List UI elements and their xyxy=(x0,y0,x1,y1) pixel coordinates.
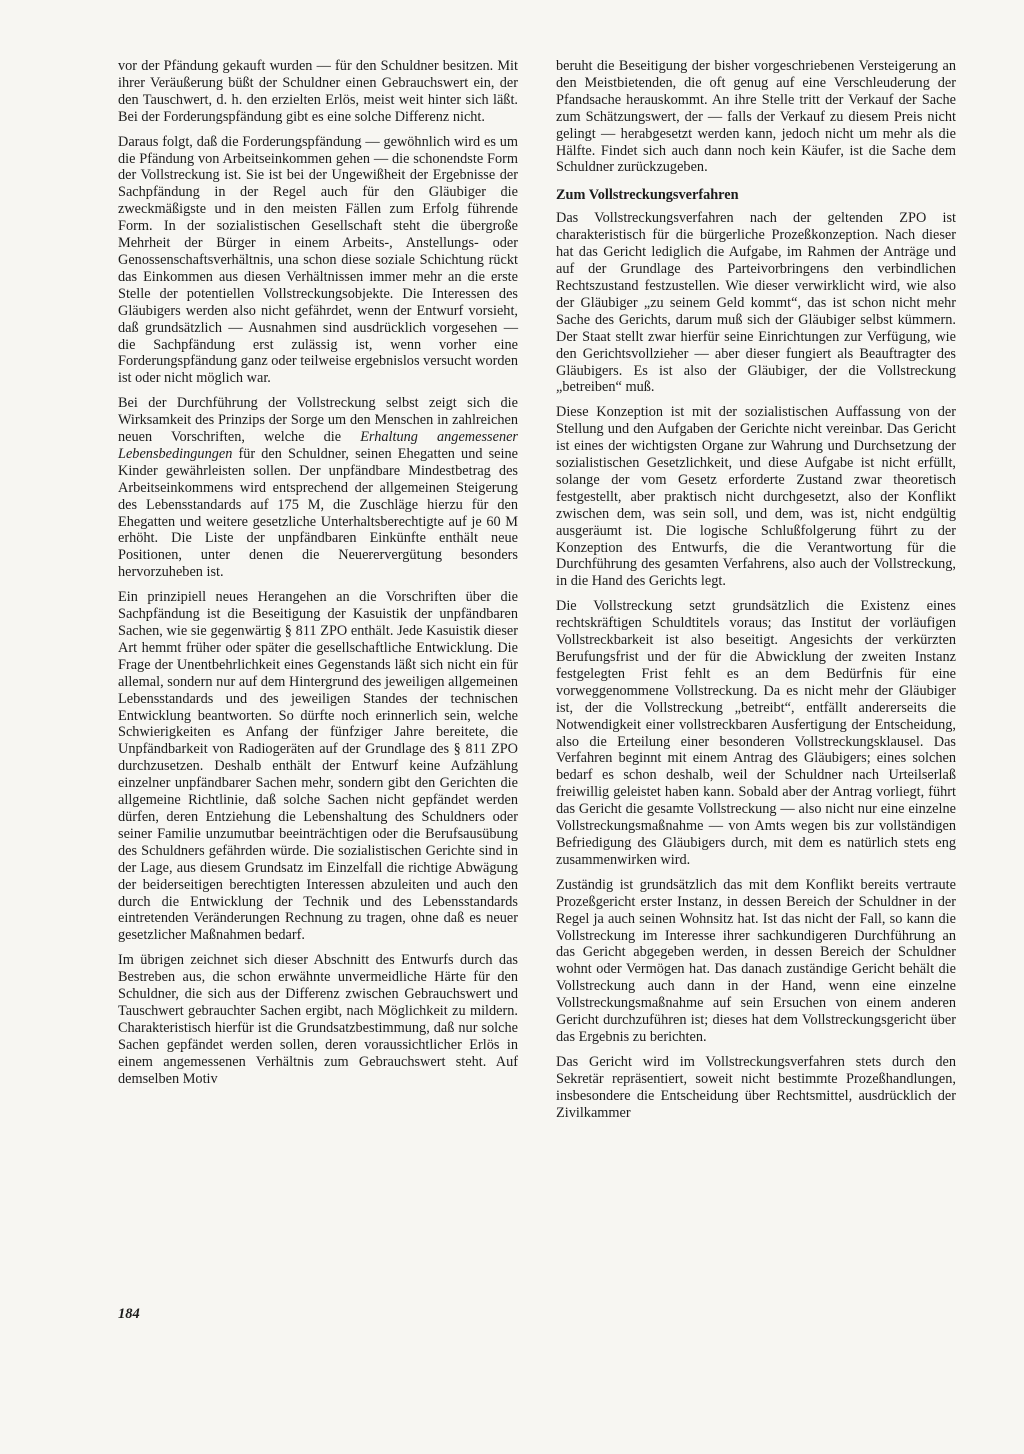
paragraph: Im übrigen zeichnet sich dieser Abschnitt des Entwurfs durch das Bestreben aus, die schon erwähnte unvermeidliche Härte für den Schuldner, die sich aus der Differenz zwischen Gebrauchswert und Tauschwert gebrauchter Sachen ergibt, nach Möglichkeit zu mildern. Charakteristisch hierfür ist die Grundsatzbestimmung, daß nur solche Sachen gepfändet werden sollen, deren voraussichtlicher Erlös in einem angemessenen Verhältnis zum Gebrauchswert steht. Auf demselben Motiv xyxy=(118,952,518,1087)
paragraph xyxy=(118,395,518,581)
right-column xyxy=(556,58,956,1129)
emphasized-phrase: Erhaltung angemessener Lebensbedingungen xyxy=(118,429,518,462)
paragraph: vor der Pfändung gekauft wurden — für den Schuldner besitzen. Mit ihrer Veräußerung büßt der Schuldner einen Gebrauchswert ein, der den Tauschwert, d. h. den erzielten Erlös, meist weit hinter sich läßt. Bei der Forderungspfändung gibt es eine solche Differenz nicht. xyxy=(118,58,518,125)
section-heading: Zum Vollstreckungsverfahren xyxy=(556,187,739,204)
left-column xyxy=(118,58,518,1095)
paragraph: Zuständig ist grundsätzlich das mit dem Konflikt bereits vertraute Prozeßgericht erster Instanz, in dessen Bereich der Schuldner in der Regel ja auch seinen Wohnsitz hat. Ist das nicht der Fall, so kann die Vollstreckung im Interesse ihrer sachkundigeren Durchführung an das Gericht abgegeben werden, in dessen Bereich der Schuldner wohnt oder Vermögen hat. Das danach zuständige Gericht behält die Vollstreckung auch dann in der Hand, wenn eine einzelne Vollstreckungsmaßnahme auf sein Ersuchen von einem anderen Gericht durchzuführen ist; dieses hat dem Vollstreckungsgericht über das Ergebnis zu berichten. xyxy=(556,876,956,1045)
paragraph: beruht die Beseitigung der bisher vorgeschriebenen Versteigerung an den Meistbietenden, die oft genug auf eine Verschleuderung der Pfandsache herauskommt. An ihre Stelle tritt der Verkauf der Sache zum Schätzungswert, der — falls der Verkauf zu diesem Preis nicht gelingt — herabgesetzt werden kann, jedoch nicht um mehr als die Hälfte. Findet sich auch dann noch kein Käufer, ist die Sache dem Schuldner zurückzugeben. xyxy=(556,58,956,176)
paragraph-text: für den Schuldner, seinen Ehegatten und seine Kinder gewährleisten sollen. Der unpfändbare Mindestbetrag des Arbeitseinkommens wird entsprechend der allgemeinen Steigerung des Lebensstandards auf 175 M, die Zuschläge hierzu für den Ehegatten und weitere gesetzliche Unterhaltsberechtigte auf je 60 M erhöht. Die Liste der unpfändbaren Einkünfte enthält neue Positionen, unter denen die Neuerervergütung besonders hervorzuheben ist. xyxy=(118,445,518,581)
paragraph: Daraus folgt, daß die Forderungspfändung — gewöhnlich wird es um die Pfändung von Arbeitseinkommen gehen — die schonendste Form der Vollstreckung ist. Sie ist bei der Ungewißheit der Ergebnisse der Sachpfändung in der Regel auch für den Gläubiger die zweckmäßigste und in den meisten Fällen zum Erfolg führende Form. In der sozialistischen Gesellschaft steht die übergroße Mehrheit der Bürger in einem Arbeits-, Anstellungs- oder Genossenschaftsverhältnis, una schon diese soziale Schichtung rückt das Einkommen aus diesen Verhältnissen immer mehr an die erste Stelle der potentiellen Vollstreckungsobjekte. Die Interessen des Gläubigers werden also nicht gefährdet, wenn der Entwurf vorsieht, daß grundsätzlich — Ausnahmen sind ausdrücklich vorgesehen — die Sachpfändung erst zulässig ist, wenn vorher eine Forderungspfändung ganz oder teilweise ergebnislos versucht worden ist oder nicht möglich war. xyxy=(118,133,518,387)
paragraph: Ein prinzipiell neues Herangehen an die Vorschriften über die Sachpfändung ist die Beseitigung der Kasuistik der unpfändbaren Sachen, wie sie gegenwärtig § 811 ZPO enthält. Jede Kasuistik dieser Art hemmt früher oder später die gesellschaftliche Entwicklung. Die Frage der Unentbehrlichkeit eines Gegenstands läßt sich nicht ein für allemal, sondern nur auf dem Hintergrund des jeweiligen allgemeinen Lebensstandards und des jeweiligen Standes der technischen Entwicklung beantworten. So dürfte noch erinnerlich sein, welche Schwierigkeiten es Anfang der fünfziger Jahre bereitete, die Unpfändbarkeit von Radiogeräten auf der Grundlage des § 811 ZPO durchzusetzen. Deshalb enthält der Entwurf keine Aufzählung einzelner unpfändbarer Sachen mehr, sondern gibt den Gerichten die allgemeine Richtlinie, daß solche Sachen nicht gepfändet werden dürfen, deren Entziehung die Lebenshaltung des Schuldners oder seiner Familie unzumutbar beeinträchtigen oder die Berufsausübung des Schuldners gefährden würde. Die sozialistischen Gerichte sind in der Lage, aus diesem Grundsatz im Einzelfall die richtige Abwägung der beiderseitigen berechtigten Interessen abzuleiten und auch den durch die Entwicklung der Technik und des Lebensstandards eintretenden Veränderungen Rechnung zu tragen, ohne daß es neuer gesetzlicher Maßnahmen bedarf. xyxy=(118,589,518,944)
paragraph: Das Vollstreckungsverfahren nach der geltenden ZPO ist charakteristisch für die bürgerliche Prozeßkonzeption. Nach dieser hat das Gericht lediglich die Aufgabe, im Rahmen der Anträge und auf der Grundlage des Parteivorbringens den verbindlichen Rechtszustand festzustellen. Wie dieser verwirklicht wird, wie also der Gläubiger „zu seinem Geld kommt“, das ist schon nicht mehr Sache des Gerichts, darum muß sich der Gläubiger selbst kümmern. Der Staat stellt zwar hierfür seine Einrichtungen zur Verfügung, wie den Gerichtsvollzieher — aber dieser fungiert als Beauftragter des Gläubigers. Es ist also der Gläubiger, der die Vollstreckung „betreiben“ muß. xyxy=(556,210,956,396)
paragraph: Die Vollstreckung setzt grundsätzlich die Existenz eines rechtskräftigen Schuldtitels voraus; das Institut der vorläufigen Vollstreckbarkeit ist also beseitigt. Angesichts der verkürzten Berufungsfrist und der für die Abwicklung der zweiten Instanz festgelegten Frist fehlt es an dem Bedürfnis für eine vorweggenommene Vollstreckung. Da es nicht mehr der Gläubiger ist, der die Vollstreckung „betreibt“, entfällt andererseits die Notwendigkeit einer vollstreckbaren Ausfertigung der Entscheidung, also die Erteilung einer besonderen Vollstreckungsklausel. Das Verfahren beginnt mit einem Antrag des Gläubigers; eines solchen bedarf es schon deshalb, weil der Schuldner nach Urteilserlaß freiwillig geleistet haben kann. Sobald aber der Antrag vorliegt, führt das Gericht die gesamte Vollstreckung — also nicht nur eine einzelne Vollstreckungsmaßnahme — von Amts wegen bis zur vollständigen Befriedigung des Gläubigers durch, mit dem es natürlich stets eng zusammenwirken wird. xyxy=(556,598,956,868)
paragraph-text: Bei der Durchführung der Vollstreckung selbst zeigt sich die Wirksamkeit des Prinzips der Sorge um den Menschen in zahlreichen neuen Vorschriften, welche die xyxy=(118,395,518,446)
paragraph: Diese Konzeption ist mit der sozialistischen Auffassung von der Stellung und den Aufgaben der Gerichte nicht vereinbar. Das Gericht ist eines der wichtigsten Organe zur Wahrung und Durchsetzung der sozialistischen Gesetzlichkeit, und diese Aufgabe ist nicht erfüllt, solange der vom Gesetz erforderte Zustand zwar theoretisch festgestellt, aber praktisch nicht durchgesetzt, also der Konflikt zwischen dem, was sein soll, und dem, was ist, nicht endgültig ausgeräumt ist. Die logische Schlußfolgerung führt zu der Konzeption des Entwurfs, die die Verantwortung für die Durchführung des gesamten Verfahrens, also auch der Vollstreckung, in die Hand des Gerichts legt. xyxy=(556,404,956,590)
page-number: 184 xyxy=(118,1306,140,1322)
paragraph: Das Gericht wird im Vollstreckungsverfahren stets durch den Sekretär repräsentiert, soweit nicht bestimmte Prozeßhandlungen, insbesondere die Entscheidung über Rechtsmittel, ausdrücklich der Zivilkammer xyxy=(556,1053,956,1121)
